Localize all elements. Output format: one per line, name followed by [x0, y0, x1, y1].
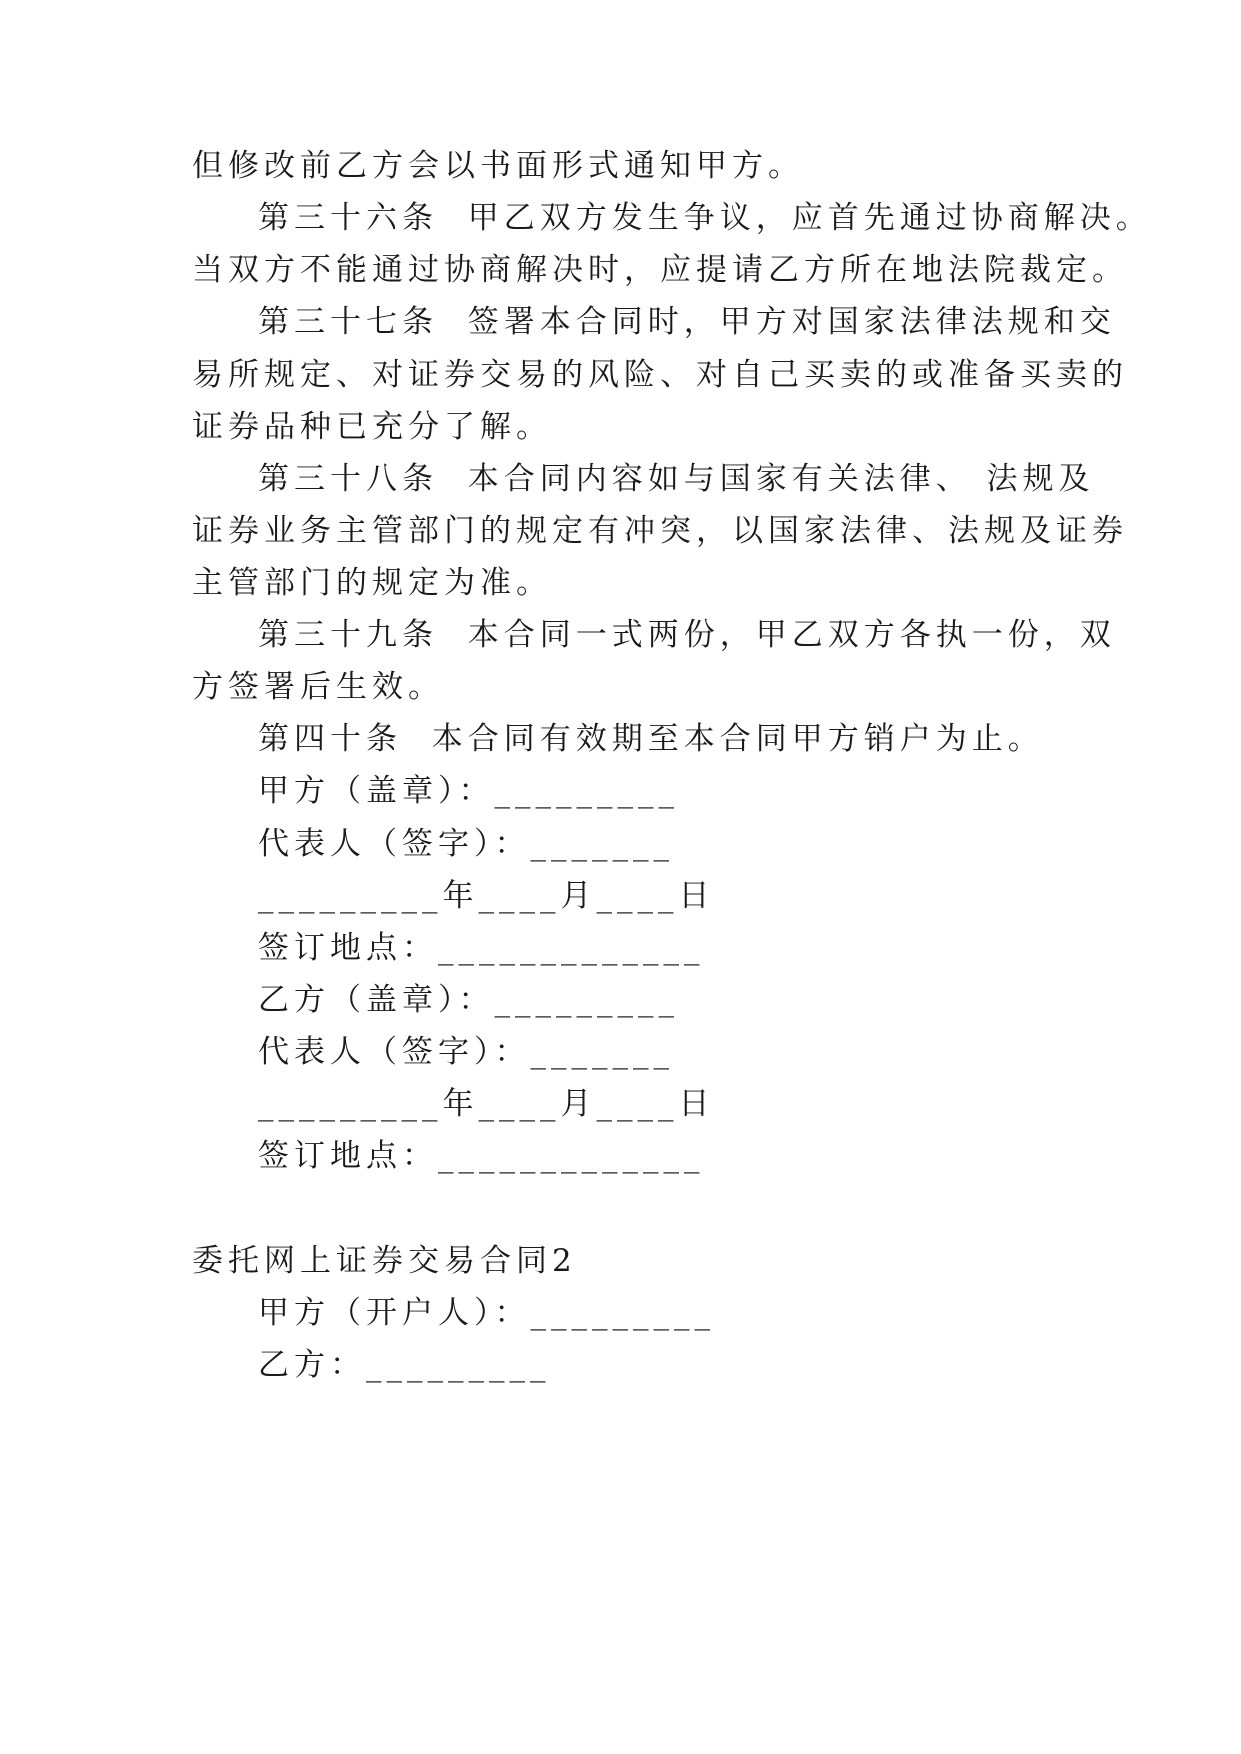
section-title: 委托网上证券交易合同2: [192, 1243, 577, 1279]
party-a-account-holder-field: 甲方（开户人）：_________: [258, 1295, 715, 1331]
party-a-date-field: _________年____月____日: [258, 878, 715, 914]
text-line: 证券品种已充分了解。: [192, 409, 552, 445]
text-line: 方签署后生效。: [192, 669, 444, 705]
party-a-seal-field: 甲方（盖章）：_________: [258, 773, 679, 809]
party-b-field: 乙方：_________: [258, 1347, 551, 1383]
text-line: 当双方不能通过协商解决时，应提请乙方所在地法院裁定。: [192, 252, 1128, 288]
text-line: 主管部门的规定为准。: [192, 565, 552, 601]
party-a-place-field: 签订地点：_____________: [258, 930, 705, 966]
article-36-line: 第三十六条 甲乙双方发生争议，应首先通过协商解决。: [258, 200, 1152, 236]
party-b-date-field: _________年____月____日: [258, 1086, 715, 1122]
party-b-place-field: 签订地点：_____________: [258, 1138, 705, 1174]
text-line: 易所规定、对证券交易的风险、对自己买卖的或准备买卖的: [192, 357, 1128, 393]
article-39-line: 第三十九条 本合同一式两份，甲乙双方各执一份，双: [258, 617, 1116, 653]
party-b-seal-field: 乙方（盖章）：_________: [258, 982, 679, 1018]
party-b-representative-field: 代表人（签字）：_______: [258, 1034, 674, 1070]
article-38-line: 第三十八条 本合同内容如与国家有关法律、 法规及: [258, 461, 1095, 497]
party-a-representative-field: 代表人（签字）：_______: [258, 826, 674, 862]
text-line: 证券业务主管部门的规定有冲突，以国家法律、法规及证券: [192, 513, 1128, 549]
article-40-line: 第四十条 本合同有效期至本合同甲方销户为止。: [258, 721, 1044, 757]
text-line: 但修改前乙方会以书面形式通知甲方。: [192, 148, 804, 184]
article-37-line: 第三十七条 签署本合同时，甲方对国家法律法规和交: [258, 304, 1116, 340]
